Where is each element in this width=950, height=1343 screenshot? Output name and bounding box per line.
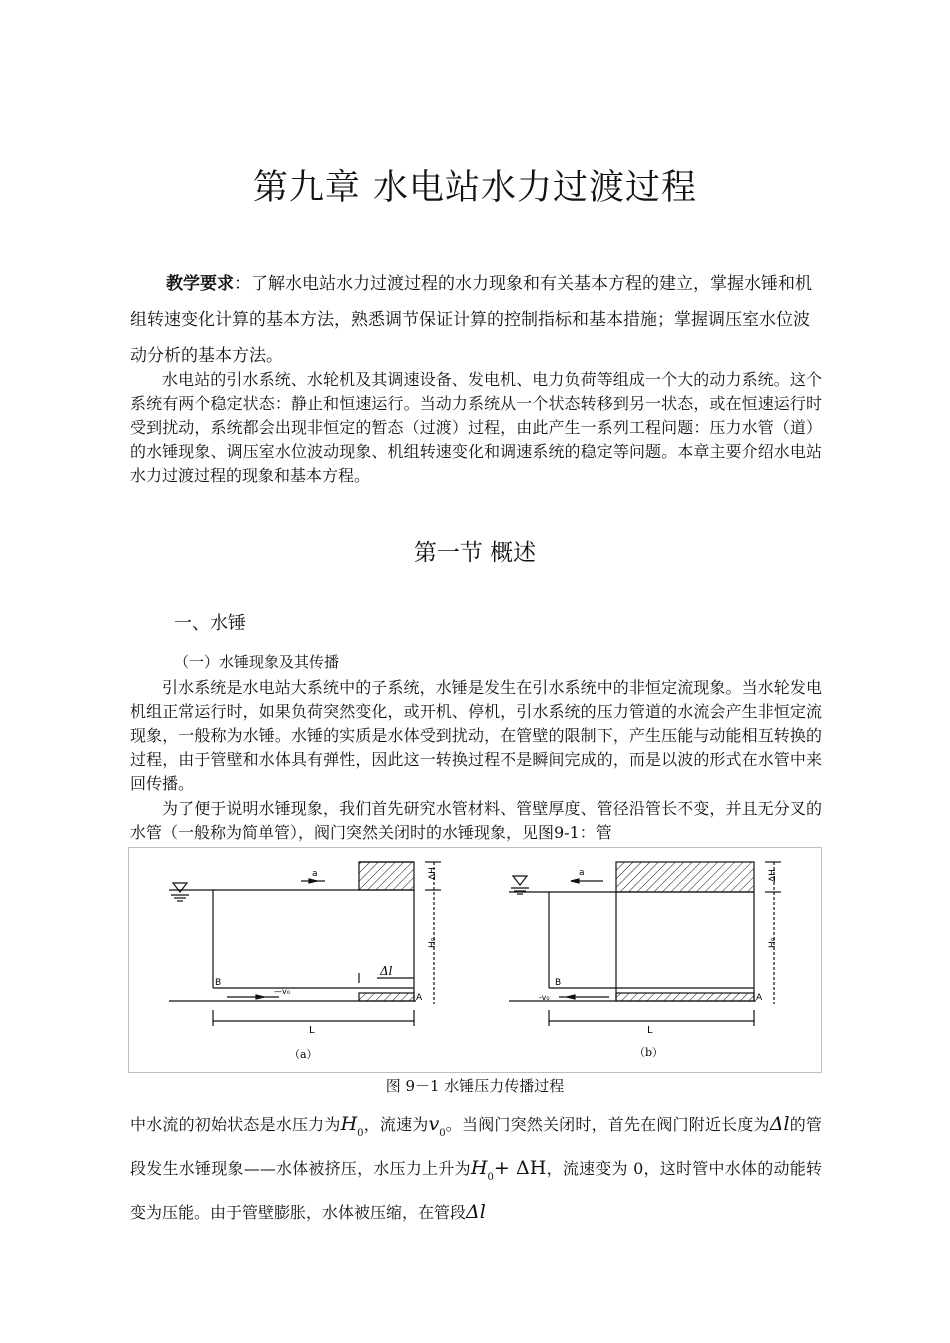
pressure-rise-block-a (359, 862, 414, 890)
heading-water-hammer: 一、水锤 (174, 613, 246, 634)
subheading-phenomenon: （一）水锤现象及其传播 (174, 653, 340, 671)
teaching-requirements (130, 266, 822, 374)
h0-symbol: $H_0$ (340, 1113, 364, 1139)
wave-speed-label-a: a (312, 869, 318, 879)
text-part: 中水流的初始状态是水压力为 (130, 1115, 341, 1134)
text-part: ，流速为 (363, 1115, 429, 1134)
paragraph-simple-pipe: 为了便于说明水锤现象，我们首先研究水管材料、管壁厚度、管径沿管长不变，并且无分叉的水管（一般称为简单管），阀门突然关闭时的水锤现象，见图9-1：管 (130, 799, 822, 842)
compressed-segment-a (359, 993, 414, 1001)
text-part: 。当阀门突然关闭时，首先在阀门附近长度为 (445, 1115, 770, 1134)
delta-l-symbol: Δl (769, 1113, 790, 1135)
velocity-label-a: —v₀ (274, 987, 290, 996)
delta-l-symbol-2: Δl (466, 1201, 486, 1223)
plus-delta-h: + ΔH (493, 1157, 547, 1179)
v0-symbol: $v_0$ (428, 1113, 446, 1139)
length-label-b: L (647, 1025, 653, 1036)
point-b-label-b: B (555, 978, 562, 988)
velocity-label-b: -v₀ (539, 993, 550, 1002)
label-a: （a） (289, 1048, 318, 1061)
length-label-a: L (309, 1025, 315, 1036)
intro-paragraph: 水电站的引水系统、水轮机及其调速设备、发电机、电力负荷等组成一个大的动力系统。这个系统有两个稳定状态：静止和恒速运行。当动力系统从一个状态转移到另一状态，或在恒速运行时受到扰动，系统都会出现非恒定的暂态（过渡）过程，由此产生一系列工程问题：压力水管（道）的水锤现象、调压室水位波动现象、机组转速变化和调速系统的稳定等问题。本章主要介绍水电站水力过渡过程的现象和基本方程。 (130, 370, 822, 485)
figure-9-1 (128, 847, 822, 1073)
paragraph-hydraulic-system: 引水系统是水电站大系统中的子系统，水锤是发生在引水系统中的非恒定流现象。当水轮发电机组正常运行时，如果负荷突然变化，或开机、停机，引水系统的压力管道的水流会产生非恒定流现象，一般称为水锤。水锤的实质是水体受到扰动，在管壁的限制下，产生压能与动能相互转换的过程，由于管壁和水体具有弹性，因此这一转换过程不是瞬间完成的，而是以波的形式在水管中来回传播。 (130, 678, 822, 793)
water-hammer-diagram (129, 848, 821, 1072)
wave-speed-label-b: a (579, 868, 585, 878)
h0-label-b: H₀ (768, 937, 778, 948)
water-level-icon-b (513, 876, 527, 885)
point-a-label-b: A (756, 993, 763, 1003)
pressure-rise-block-b (616, 862, 754, 892)
paragraph-continuation (130, 1107, 822, 1230)
delta-h-label-a: ΔH (428, 867, 438, 880)
point-a-label-a: A (416, 993, 423, 1003)
figure-caption: 图 9－1 水锤压力传播过程 (385, 1077, 565, 1095)
label-b: （b） (634, 1046, 664, 1059)
chapter-title: 第九章 水电站水力过渡过程 (252, 168, 698, 208)
delta-l-label: Δl (380, 964, 393, 978)
diagram-a (169, 862, 441, 1026)
compressed-segment-b (616, 993, 754, 1001)
delta-h-label-b: ΔH (768, 869, 778, 882)
teaching-req-text: ：了解水电站水力过渡过程的水力现象和有关基本方程的建立，掌握水锤和机组转速变化计算的基本方法，熟悉调节保证计算的控制指标和基本措施；掌握调压室水位波动分析的基本方法。 (130, 274, 812, 366)
h0-symbol-2: $H_0$ (470, 1157, 494, 1183)
diagram-b (509, 862, 781, 1026)
text-part: ，流速变为 0，这时管中水体的动能转变为压能。由于管壁膨胀，水体被压缩，在管段 (130, 1159, 822, 1222)
teaching-req-label: 教学要求 (166, 274, 234, 294)
section-title: 第一节 概述 (413, 540, 537, 566)
point-b-label-a: B (215, 978, 222, 988)
h0-label-a: H₀ (428, 937, 438, 948)
water-level-icon-a (173, 883, 187, 892)
text-part: 的管段发生水锤现象——水体被挤压，水压力上升为 (130, 1115, 822, 1178)
